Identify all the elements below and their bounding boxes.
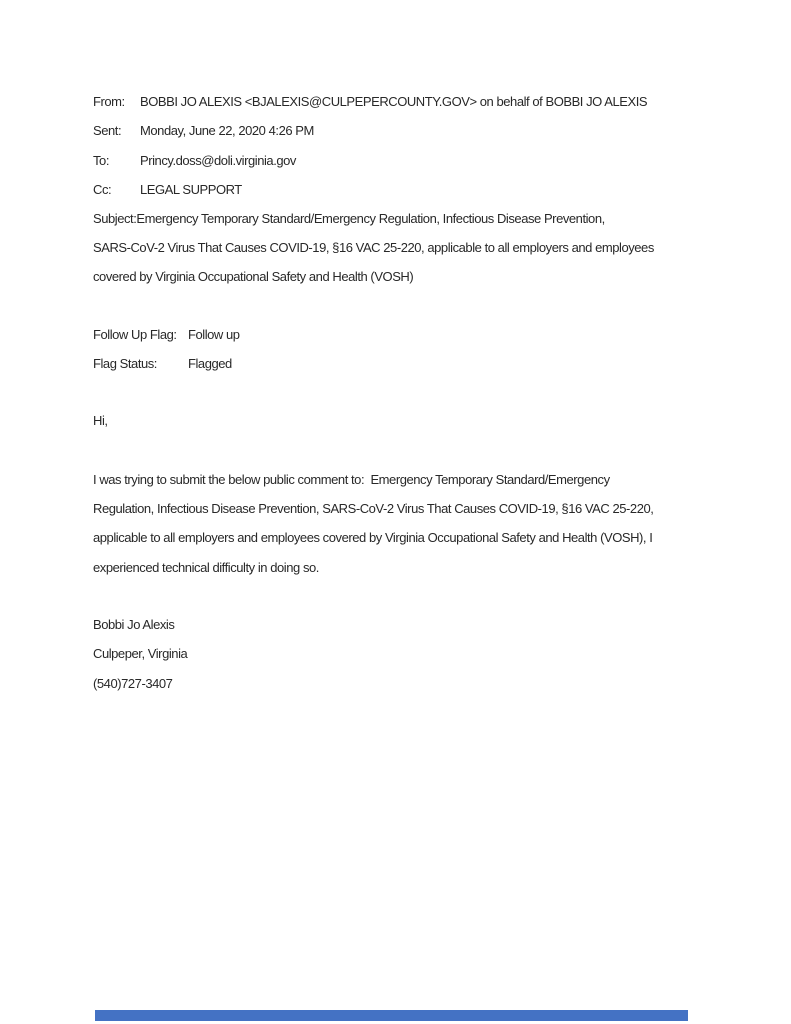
body-line: Regulation, Infectious Disease Prevention, SARS-CoV-2 Virus That Causes COVID-19, §16 VAC 25-220, (93, 500, 654, 516)
footer-accent-bar (95, 1010, 688, 1021)
sent-label: Sent: (93, 123, 122, 139)
body-paragraph (93, 465, 653, 583)
signature-phone: (540)727-3407 (93, 675, 173, 691)
signature-location: Culpeper, Virginia (93, 646, 188, 662)
greeting-block (93, 406, 108, 435)
body-line: experienced technical difficulty in doing so. (93, 559, 319, 575)
cc-label: Cc: (93, 182, 112, 198)
from-label: From: (93, 94, 125, 109)
flag-row-followup (93, 320, 240, 349)
followup-flag-label: Follow Up Flag: (93, 327, 177, 342)
sent-value: Monday, June 22, 2020 4:26 PM (140, 123, 314, 139)
flag-status-label: Flag Status: (93, 356, 157, 372)
field-row-from (93, 87, 647, 116)
greeting-text: Hi, (93, 412, 108, 428)
field-row-sent (93, 116, 647, 145)
from-value: BOBBI JO ALEXIS <BJALEXIS@CULPEPERCOUNTY.GOV> on behalf of BOBBI JO ALEXIS (140, 94, 648, 109)
subject-line: Subject:Emergency Temporary Standard/Emergency Regulation, Infectious Disease Prevention, (93, 210, 605, 226)
cc-value: LEGAL SUPPORT (140, 182, 242, 198)
flag-row-status (93, 349, 240, 378)
to-value: Princy.doss@doli.virginia.gov (140, 152, 296, 168)
subject-block (93, 204, 654, 292)
signature-block (93, 610, 187, 698)
to-label: To: (93, 152, 109, 168)
body-line: I was trying to submit the below public comment to: Emergency Temporary Standard/Emergency (93, 471, 610, 487)
subject-line: covered by Virginia Occupational Safety and Health (VOSH) (93, 269, 414, 285)
signature-name: Bobbi Jo Alexis (93, 617, 175, 632)
flag-status-value: Flagged (188, 356, 232, 372)
flag-block (93, 320, 240, 379)
body-line: applicable to all employers and employees covered by Virginia Occupational Safety and Health (VOSH), I (93, 530, 653, 546)
email-header-fields (93, 87, 647, 205)
field-row-to (93, 146, 647, 175)
field-row-cc (93, 175, 647, 204)
subject-line: SARS-CoV-2 Virus That Causes COVID-19, §16 VAC 25-220, applicable to all employers and employees (93, 239, 654, 255)
followup-flag-value: Follow up (188, 327, 240, 342)
